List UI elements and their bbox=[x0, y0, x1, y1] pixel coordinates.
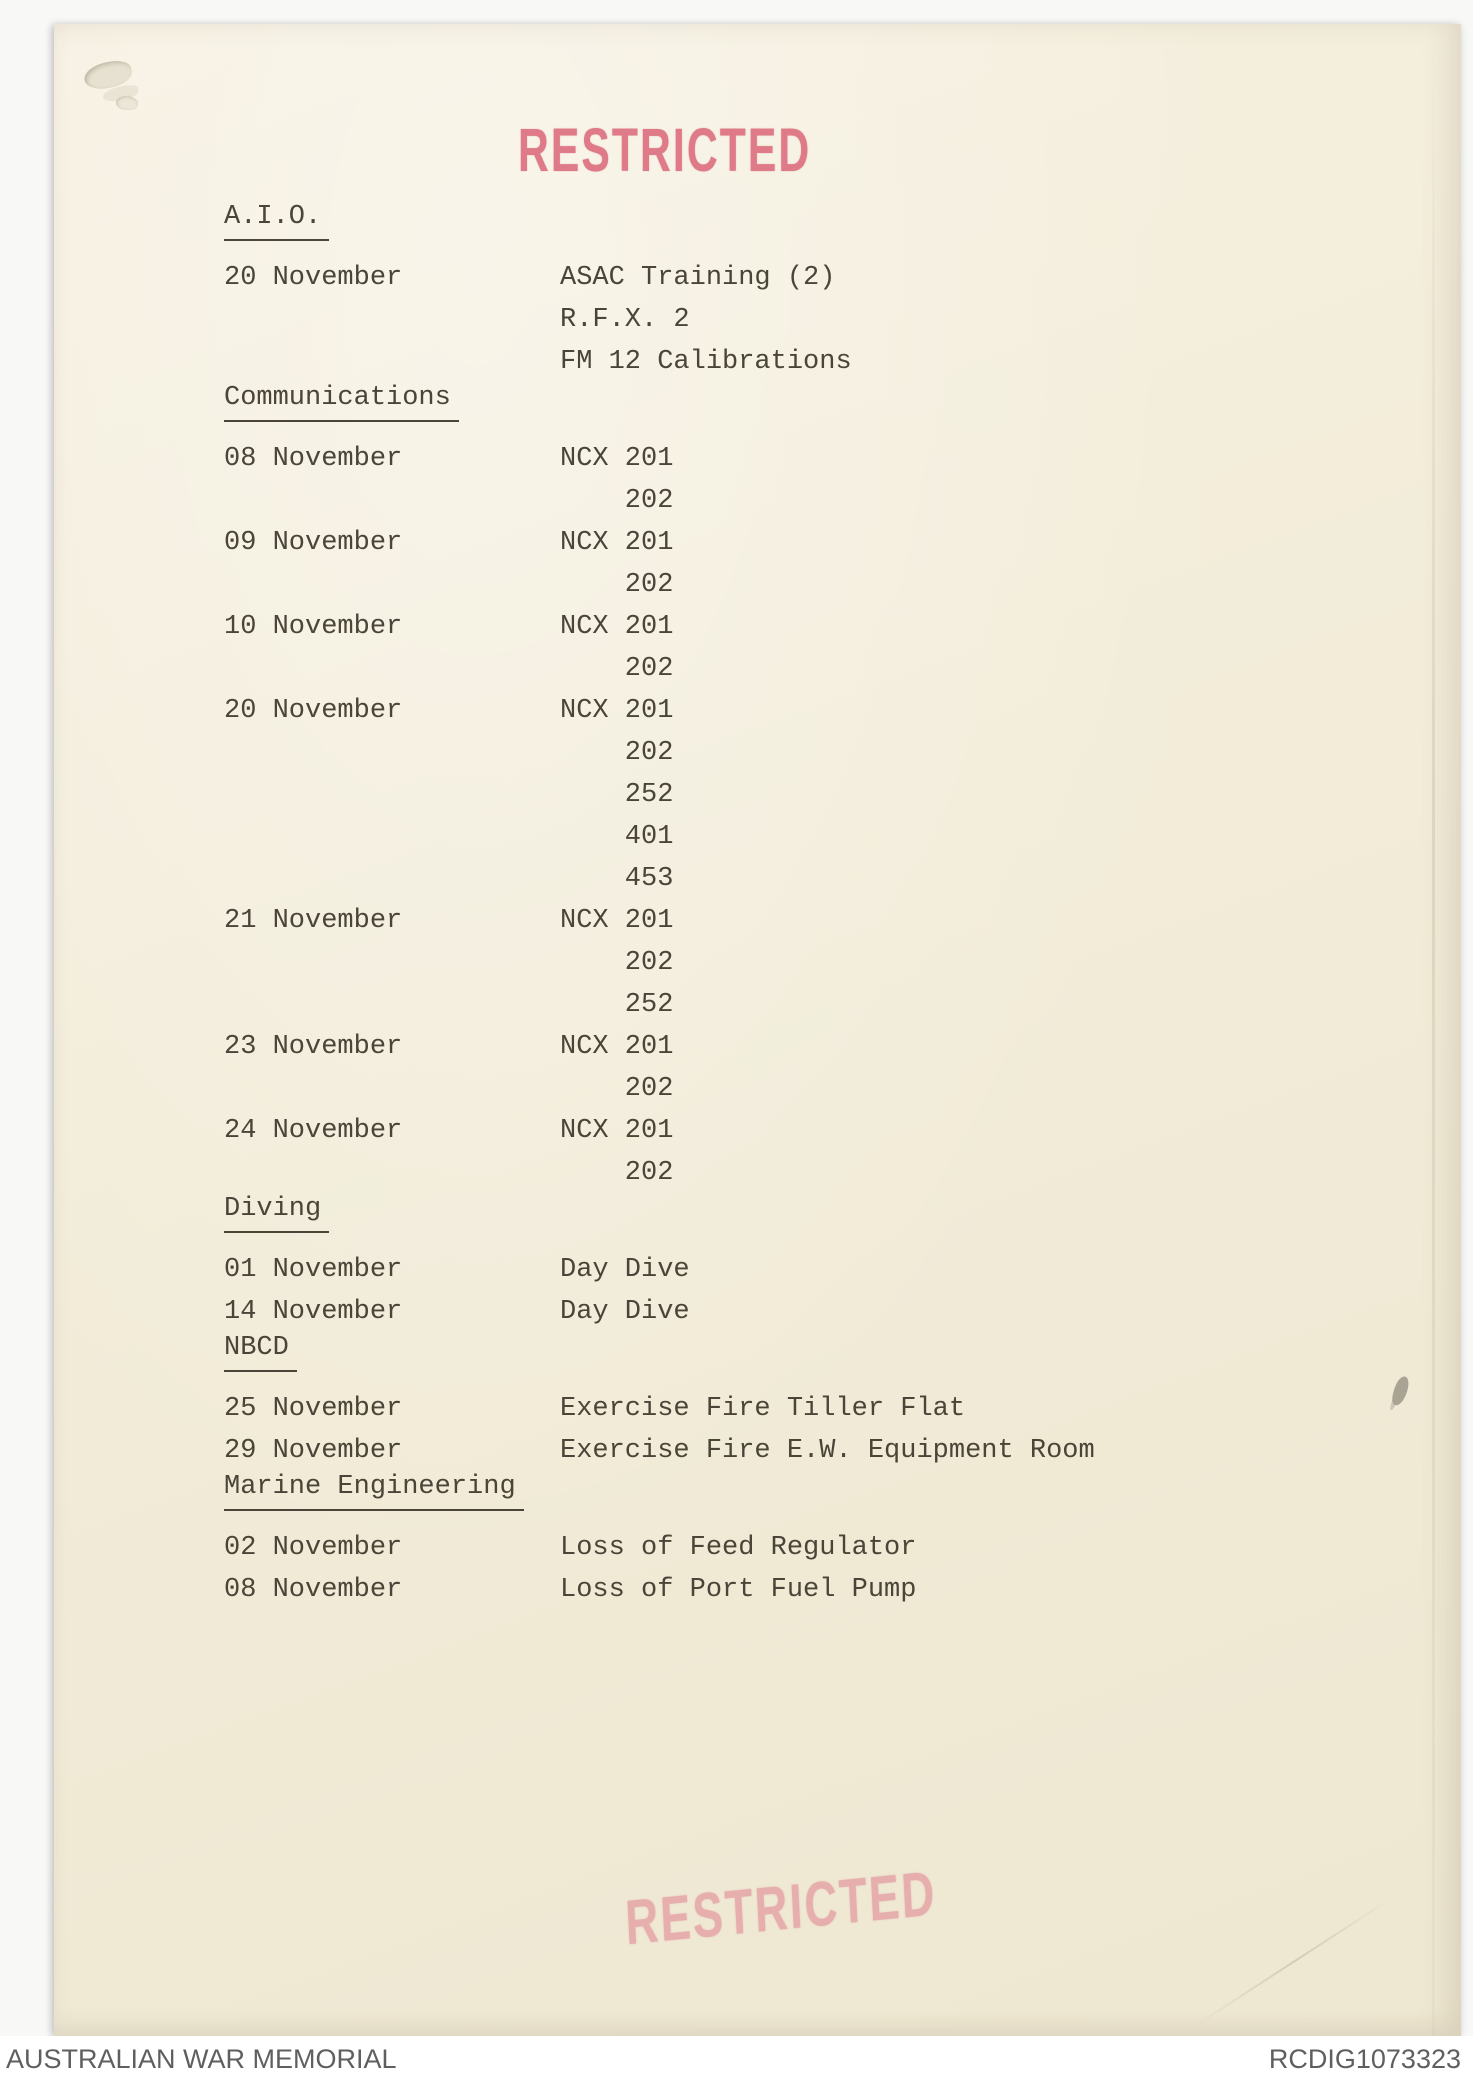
entry-date: 20 November bbox=[224, 696, 403, 726]
entry-line: NCX 201 bbox=[560, 528, 674, 558]
entry-row bbox=[224, 1388, 1384, 1430]
entry-line: ASAC Training (2) bbox=[560, 263, 836, 293]
entry-lines bbox=[560, 1527, 1384, 1569]
entry-line: Exercise Fire E.W. Equipment Room bbox=[560, 1436, 1095, 1466]
entry-row bbox=[224, 1249, 1384, 1291]
entry-date: 08 November bbox=[224, 444, 403, 474]
entry-row bbox=[224, 690, 1384, 900]
document-content bbox=[224, 196, 1384, 1611]
entry-date: 29 November bbox=[224, 1436, 403, 1466]
entry-date: 10 November bbox=[224, 612, 403, 642]
entry-lines bbox=[560, 257, 1384, 383]
entry-lines bbox=[560, 606, 1384, 690]
entry-line: 202 bbox=[560, 654, 674, 684]
entry-row bbox=[224, 1026, 1384, 1110]
entry-line: 202 bbox=[560, 570, 674, 600]
entry-line: 252 bbox=[560, 780, 674, 810]
entry-lines bbox=[560, 1430, 1384, 1472]
entry-line: NCX 201 bbox=[560, 1032, 674, 1062]
entry-date: 01 November bbox=[224, 1255, 403, 1285]
entry-line: R.F.X. 2 bbox=[560, 305, 690, 335]
entry-date: 09 November bbox=[224, 528, 403, 558]
entry-line: 202 bbox=[560, 1074, 674, 1104]
entry-lines bbox=[560, 438, 1384, 522]
entry-date: 23 November bbox=[224, 1032, 403, 1062]
entry-line: 453 bbox=[560, 864, 674, 894]
entry-line: Loss of Port Fuel Pump bbox=[560, 1575, 917, 1605]
entry-line: 401 bbox=[560, 822, 674, 852]
entry-row bbox=[224, 606, 1384, 690]
paper-tear-mark bbox=[82, 59, 133, 91]
entry-line: 202 bbox=[560, 948, 674, 978]
entry-lines bbox=[560, 1388, 1384, 1430]
viewer-footer bbox=[0, 2036, 1473, 2082]
catalog-number: RCDIG1073323 bbox=[1268, 2043, 1461, 2074]
entry-lines bbox=[560, 522, 1384, 606]
entry-date: 14 November bbox=[224, 1297, 403, 1327]
entry-line: Loss of Feed Regulator bbox=[560, 1533, 917, 1563]
entry-date: 24 November bbox=[224, 1116, 403, 1146]
paper-edge-crease bbox=[1432, 24, 1435, 2036]
paper-ink-speck bbox=[1390, 1375, 1411, 1407]
entry-line: FM 12 Calibrations bbox=[560, 347, 852, 377]
entry-date: 02 November bbox=[224, 1533, 403, 1563]
entry-row bbox=[224, 1569, 1384, 1611]
entry-line: Exercise Fire Tiller Flat bbox=[560, 1394, 966, 1424]
section-heading: Marine Engineering bbox=[224, 1466, 524, 1511]
entry-line: 202 bbox=[560, 738, 674, 768]
entry-row bbox=[224, 257, 1384, 383]
entry-lines bbox=[560, 1249, 1384, 1291]
entry-line: NCX 201 bbox=[560, 696, 674, 726]
entry-line: NCX 201 bbox=[560, 906, 674, 936]
entry-row bbox=[224, 438, 1384, 522]
entry-lines bbox=[560, 1026, 1384, 1110]
entry-lines bbox=[560, 1110, 1384, 1194]
section-heading: NBCD bbox=[224, 1327, 297, 1372]
entry-lines bbox=[560, 900, 1384, 1026]
section-heading: Diving bbox=[224, 1188, 329, 1233]
entry-line: NCX 201 bbox=[560, 1116, 674, 1146]
entry-line: 252 bbox=[560, 990, 674, 1020]
paper-fold-crease bbox=[1194, 1895, 1396, 2027]
entry-row bbox=[224, 1527, 1384, 1569]
entry-line: Day Dive bbox=[560, 1297, 690, 1327]
entry-date: 08 November bbox=[224, 1575, 403, 1605]
entry-row bbox=[224, 900, 1384, 1026]
entry-row bbox=[224, 522, 1384, 606]
entry-row bbox=[224, 1291, 1384, 1333]
entry-line: NCX 201 bbox=[560, 444, 674, 474]
entry-line: 202 bbox=[560, 1158, 674, 1188]
section-heading: Communications bbox=[224, 377, 459, 422]
entry-date: 20 November bbox=[224, 263, 403, 293]
entry-lines bbox=[560, 1569, 1384, 1611]
entry-line: Day Dive bbox=[560, 1255, 690, 1285]
entry-line: NCX 201 bbox=[560, 612, 674, 642]
restricted-stamp-top: RESTRICTED bbox=[518, 115, 812, 185]
entry-date: 25 November bbox=[224, 1394, 403, 1424]
paper-tear-mark-small bbox=[116, 96, 138, 110]
section-heading: A.I.O. bbox=[224, 196, 329, 241]
entry-row bbox=[224, 1110, 1384, 1194]
entry-lines bbox=[560, 1291, 1384, 1333]
archive-name: AUSTRALIAN WAR MEMORIAL bbox=[6, 2043, 397, 2074]
entry-line: 202 bbox=[560, 486, 674, 516]
document-page bbox=[54, 24, 1461, 2036]
entry-date: 21 November bbox=[224, 906, 403, 936]
entry-lines bbox=[560, 690, 1384, 900]
restricted-stamp-bottom: RESTRICTED bbox=[623, 1857, 938, 1958]
